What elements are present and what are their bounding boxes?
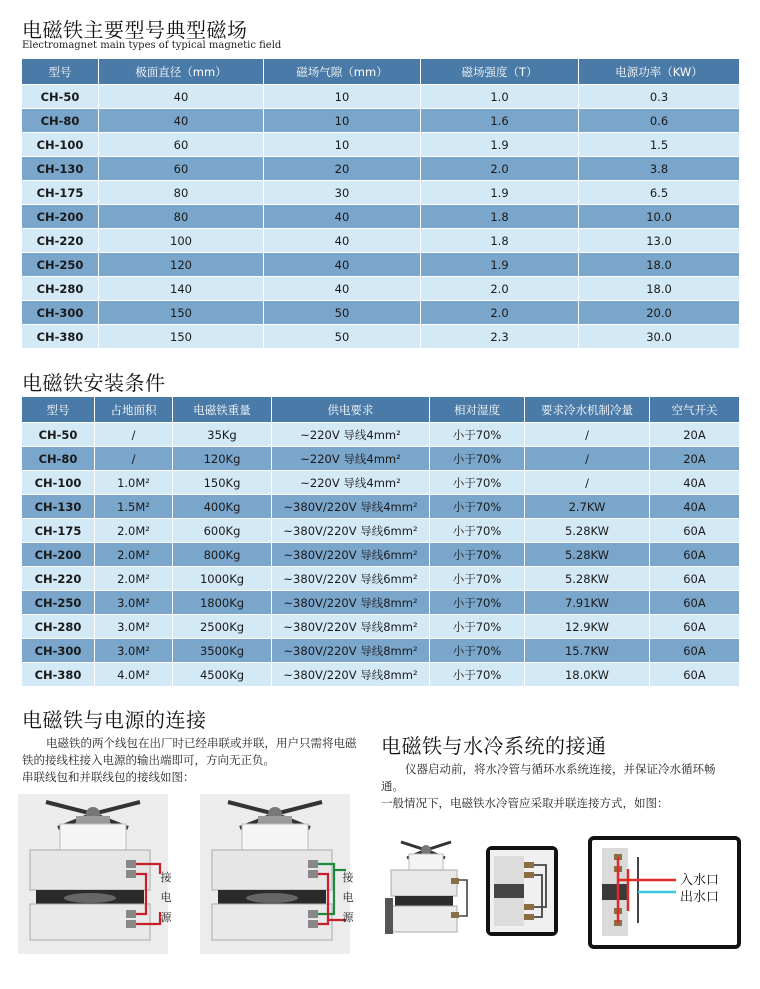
magnetic-field-table: [21, 58, 740, 349]
col-header: 供电要求: [272, 397, 430, 423]
table-cell: 150: [99, 325, 264, 349]
table-cell: ~380V/220V 导线8mm²: [272, 663, 430, 687]
table-cell: 50: [264, 301, 421, 325]
table-row: [22, 181, 740, 205]
section4-text: [381, 761, 721, 812]
table-cell: 100: [99, 229, 264, 253]
table-cell: 2.0M²: [95, 543, 173, 567]
table-cell: 2.3: [421, 325, 579, 349]
inlet-label: 入水口: [680, 873, 720, 888]
table-cell: 40: [99, 85, 264, 109]
table-cell: 50: [264, 325, 421, 349]
table-cell: 4500Kg: [173, 663, 272, 687]
power-label: 接 电 源: [160, 871, 172, 924]
table-cell: 小于70%: [430, 591, 525, 615]
model-cell: CH-200: [22, 543, 95, 567]
model-cell: CH-250: [22, 253, 99, 277]
inlet-outlet-frame: [588, 836, 741, 949]
power-label: 接 电 源: [342, 871, 354, 924]
table-cell: 2.0M²: [95, 567, 173, 591]
table-cell: ~220V 导线4mm²: [272, 471, 430, 495]
table-cell: 1000Kg: [173, 567, 272, 591]
table-cell: 15.7KW: [525, 639, 650, 663]
table-cell: 0.6: [579, 109, 740, 133]
table-row: [22, 495, 740, 519]
table-row: [22, 543, 740, 567]
table-cell: 3.0M²: [95, 639, 173, 663]
table-cell: 400Kg: [173, 495, 272, 519]
table-row: [22, 615, 740, 639]
installation-table: [21, 396, 740, 687]
table-cell: 80: [99, 181, 264, 205]
col-header: 磁场气隙（mm）: [264, 59, 421, 85]
table-cell: 60A: [650, 639, 740, 663]
table-cell: 1.0: [421, 85, 579, 109]
section4-paragraph: 仪器启动前，将水冷管与循环水系统连接，并保证冷水循环畅通。: [381, 762, 716, 793]
pipe-closeup-frame: [486, 846, 558, 936]
col-header: 空气开关: [650, 397, 740, 423]
table-cell: 2.7KW: [525, 495, 650, 519]
model-cell: CH-200: [22, 205, 99, 229]
col-header: 相对湿度: [430, 397, 525, 423]
table-cell: 800Kg: [173, 543, 272, 567]
table-cell: 2.0: [421, 277, 579, 301]
model-cell: CH-300: [22, 639, 95, 663]
table-cell: ~380V/220V 导线4mm²: [272, 495, 430, 519]
table-cell: 5.28KW: [525, 519, 650, 543]
col-header: 型号: [22, 59, 99, 85]
table-cell: 13.0: [579, 229, 740, 253]
section1-subtitle: Electromagnet main types of typical magnetic field: [22, 40, 282, 51]
table-cell: 40A: [650, 471, 740, 495]
model-cell: CH-280: [22, 277, 99, 301]
table-cell: /: [95, 447, 173, 471]
table-row: [22, 639, 740, 663]
model-cell: CH-130: [22, 495, 95, 519]
model-cell: CH-380: [22, 325, 99, 349]
model-cell: CH-380: [22, 663, 95, 687]
model-cell: CH-175: [22, 181, 99, 205]
model-cell: CH-50: [22, 423, 95, 447]
table-cell: 60: [99, 133, 264, 157]
table-row: [22, 85, 740, 109]
table-row: [22, 109, 740, 133]
model-cell: CH-80: [22, 447, 95, 471]
table-cell: 18.0KW: [525, 663, 650, 687]
table-cell: 30: [264, 181, 421, 205]
table-cell: 1.5M²: [95, 495, 173, 519]
table-row: [22, 519, 740, 543]
table-cell: 18.0: [579, 253, 740, 277]
col-header: 磁场强度（T）: [421, 59, 579, 85]
table-cell: 30.0: [579, 325, 740, 349]
table-cell: 40A: [650, 495, 740, 519]
table-cell: 40: [264, 277, 421, 301]
table-cell: 120: [99, 253, 264, 277]
section1-title: 电磁铁主要型号典型磁场: [22, 18, 248, 42]
table-cell: 小于70%: [430, 615, 525, 639]
table-cell: 40: [264, 253, 421, 277]
table-cell: 小于70%: [430, 447, 525, 471]
col-header: 电源功率（KW）: [579, 59, 740, 85]
table-cell: 60A: [650, 615, 740, 639]
table-cell: 小于70%: [430, 639, 525, 663]
series-wiring-figure: [18, 794, 168, 954]
table-cell: 1.8: [421, 229, 579, 253]
table-cell: 小于70%: [430, 543, 525, 567]
table-cell: 2500Kg: [173, 615, 272, 639]
table-cell: 小于70%: [430, 519, 525, 543]
table-cell: /: [95, 423, 173, 447]
table-cell: 1800Kg: [173, 591, 272, 615]
table-cell: ~220V 导线4mm²: [272, 423, 430, 447]
table-cell: 10: [264, 133, 421, 157]
table-cell: ~380V/220V 导线6mm²: [272, 567, 430, 591]
table-cell: 2.0: [421, 157, 579, 181]
table-cell: ~380V/220V 导线8mm²: [272, 615, 430, 639]
table-cell: 3.8: [579, 157, 740, 181]
table-cell: 35Kg: [173, 423, 272, 447]
table-cell: 1.5: [579, 133, 740, 157]
table-row: [22, 471, 740, 495]
table-cell: 18.0: [579, 277, 740, 301]
table-cell: 3.0M²: [95, 591, 173, 615]
model-cell: CH-250: [22, 591, 95, 615]
table-cell: 0.3: [579, 85, 740, 109]
table-cell: 60A: [650, 663, 740, 687]
table-cell: 150: [99, 301, 264, 325]
col-header: 型号: [22, 397, 95, 423]
section3-title: 电磁铁与电源的连接: [22, 708, 207, 732]
table-cell: 2.0: [421, 301, 579, 325]
table-row: [22, 663, 740, 687]
table-cell: 20A: [650, 447, 740, 471]
table-cell: 120Kg: [173, 447, 272, 471]
table-cell: 1.6: [421, 109, 579, 133]
table-row: [22, 133, 740, 157]
table-cell: 1.9: [421, 253, 579, 277]
table-row: [22, 591, 740, 615]
table-cell: 2.0M²: [95, 519, 173, 543]
table-row: [22, 253, 740, 277]
pipe-closeup-figure: [490, 850, 554, 932]
table-cell: ~220V 导线4mm²: [272, 447, 430, 471]
table-cell: 1.9: [421, 181, 579, 205]
table-header-row: [22, 59, 740, 85]
table-cell: 40: [264, 229, 421, 253]
section2-title: 电磁铁安装条件: [22, 371, 166, 395]
outlet-label: 出水口: [680, 890, 720, 905]
model-cell: CH-80: [22, 109, 99, 133]
table-cell: 5.28KW: [525, 543, 650, 567]
section3-text: [22, 735, 357, 786]
table-cell: 40: [264, 205, 421, 229]
table-cell: ~380V/220V 导线6mm²: [272, 543, 430, 567]
model-cell: CH-175: [22, 519, 95, 543]
model-cell: CH-100: [22, 471, 95, 495]
table-row: [22, 325, 740, 349]
model-cell: CH-280: [22, 615, 95, 639]
table-row: [22, 301, 740, 325]
table-cell: 20.0: [579, 301, 740, 325]
table-cell: 1.9: [421, 133, 579, 157]
table-cell: 7.91KW: [525, 591, 650, 615]
table-cell: ~380V/220V 导线6mm²: [272, 519, 430, 543]
table-cell: 1.8: [421, 205, 579, 229]
table-header-row: [22, 397, 740, 423]
table-cell: 60A: [650, 567, 740, 591]
table-cell: 40: [99, 109, 264, 133]
table-row: [22, 157, 740, 181]
table-cell: ~380V/220V 导线8mm²: [272, 639, 430, 663]
table-row: [22, 205, 740, 229]
table-cell: ~380V/220V 导线8mm²: [272, 591, 430, 615]
col-header: 电磁铁重量: [173, 397, 272, 423]
col-header: 极面直径（mm）: [99, 59, 264, 85]
table-cell: 10: [264, 85, 421, 109]
table-cell: 20: [264, 157, 421, 181]
model-cell: CH-130: [22, 157, 99, 181]
table-cell: 小于70%: [430, 495, 525, 519]
table-cell: 小于70%: [430, 663, 525, 687]
table-cell: 5.28KW: [525, 567, 650, 591]
table-cell: 60A: [650, 591, 740, 615]
table-cell: 10.0: [579, 205, 740, 229]
model-cell: CH-220: [22, 567, 95, 591]
model-cell: CH-300: [22, 301, 99, 325]
table-cell: 140: [99, 277, 264, 301]
table-cell: 600Kg: [173, 519, 272, 543]
table-cell: /: [525, 423, 650, 447]
table-cell: 60A: [650, 543, 740, 567]
table-row: [22, 277, 740, 301]
model-cell: CH-100: [22, 133, 99, 157]
table-cell: 10: [264, 109, 421, 133]
model-cell: CH-220: [22, 229, 99, 253]
section4-paragraph: 一般情况下，电磁铁水冷管应采取并联连接方式，如图：: [381, 796, 669, 810]
table-row: [22, 447, 740, 471]
water-cooled-magnet-figure: [381, 836, 471, 941]
table-cell: 6.5: [579, 181, 740, 205]
table-cell: /: [525, 447, 650, 471]
section3-paragraph: 串联线包和并联线包的接线如图：: [22, 770, 195, 784]
table-cell: 4.0M²: [95, 663, 173, 687]
table-cell: /: [525, 471, 650, 495]
table-cell: 80: [99, 205, 264, 229]
table-cell: 150Kg: [173, 471, 272, 495]
table-cell: 3.0M²: [95, 615, 173, 639]
table-row: [22, 229, 740, 253]
table-cell: 60A: [650, 519, 740, 543]
model-cell: CH-50: [22, 85, 99, 109]
table-row: [22, 423, 740, 447]
parallel-wiring-figure: [200, 794, 350, 954]
section3-paragraph: 电磁铁的两个线包在出厂时已经串联或并联，用户只需将电磁铁的接线柱接入电源的输出端即可，方向无正负。: [22, 736, 357, 767]
table-cell: 小于70%: [430, 423, 525, 447]
table-cell: 20A: [650, 423, 740, 447]
section4-title: 电磁铁与水冷系统的接通: [381, 734, 607, 758]
table-cell: 小于70%: [430, 567, 525, 591]
table-cell: 60: [99, 157, 264, 181]
col-header: 占地面积: [95, 397, 173, 423]
table-cell: 3500Kg: [173, 639, 272, 663]
table-cell: 小于70%: [430, 471, 525, 495]
table-cell: 1.0M²: [95, 471, 173, 495]
col-header: 要求冷水机制冷量: [525, 397, 650, 423]
table-cell: 12.9KW: [525, 615, 650, 639]
table-row: [22, 567, 740, 591]
